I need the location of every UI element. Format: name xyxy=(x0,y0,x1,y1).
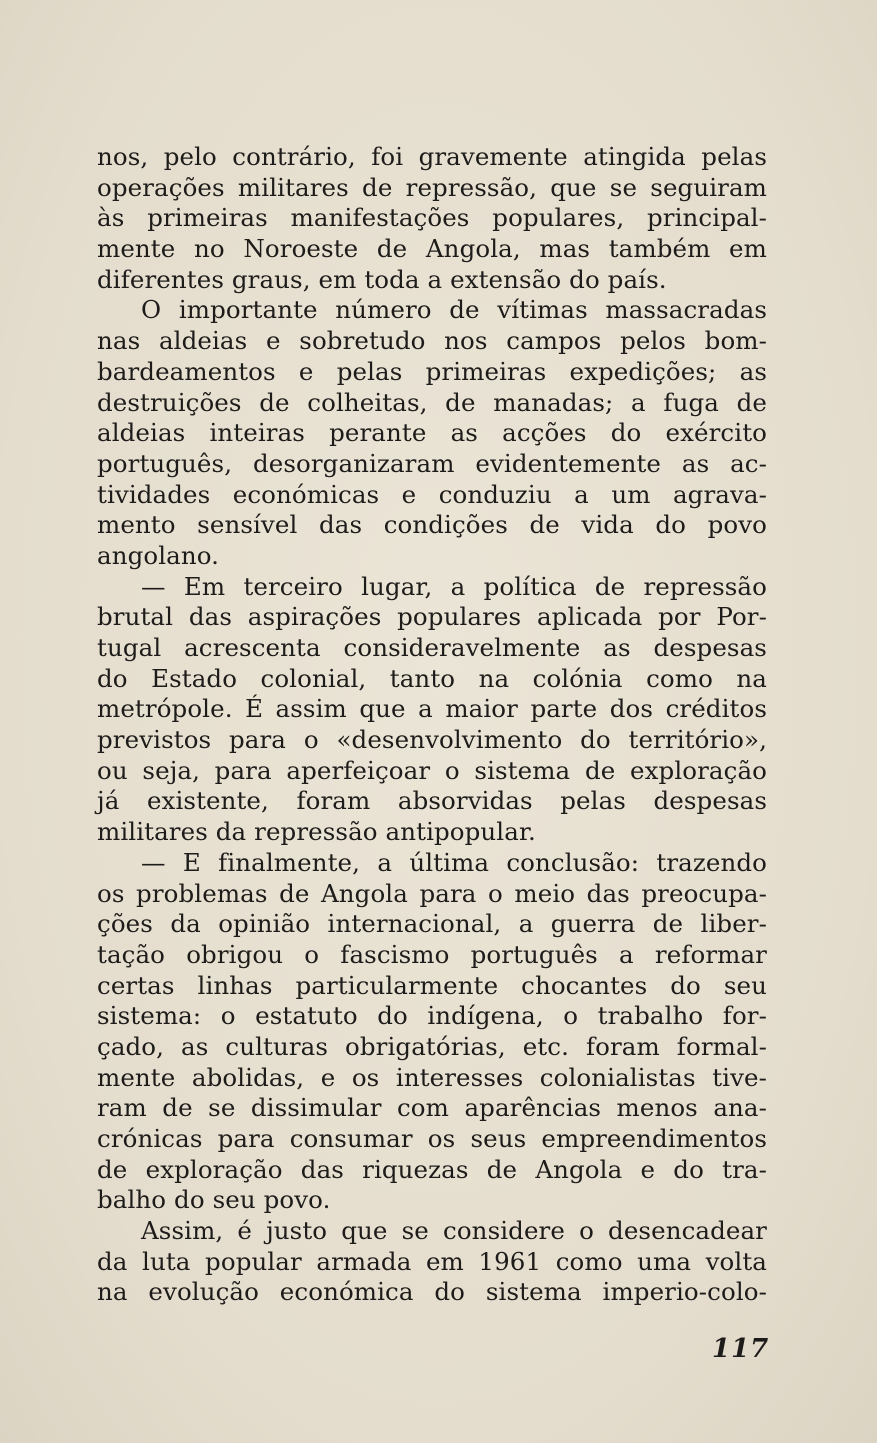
text-line: previstos para o «desenvolvimento do território», xyxy=(97,725,767,755)
text-line: nos, pelo contrário, foi gravemente atingida pelas xyxy=(97,142,767,171)
text-line: tividades económicas e conduziu a um agrava- xyxy=(97,479,767,509)
text-line: mento sensível das condições de vida do povo xyxy=(97,510,767,540)
text-line: ções da opinião internacional, a guerra de liber- xyxy=(97,909,767,939)
text-line: Assim, é justo que se considere o desencadear xyxy=(141,1216,767,1246)
text-line: português, desorganizaram evidentemente as ac- xyxy=(97,448,767,478)
page-number: 117 xyxy=(712,1334,770,1364)
text-line: ram de se dissimular com aparências menos ana- xyxy=(97,1093,767,1123)
text-line: O importante número de vítimas massacradas xyxy=(141,295,767,325)
text-line: de exploração das riquezas de Angola e do tra- xyxy=(97,1154,767,1184)
text-line: certas linhas particularmente chocantes do seu xyxy=(97,970,767,1000)
text-line: sistema: o estatuto do indígena, o trabalho for- xyxy=(97,1001,767,1031)
text-line: nas aldeias e sobretudo nos campos pelos bom- xyxy=(97,326,767,356)
text-line: — E finalmente, a última conclusão: trazendo xyxy=(141,847,767,877)
text-line: na evolução económica do sistema imperio-colo- xyxy=(97,1277,767,1307)
text-line: angolano. xyxy=(97,540,220,570)
text-line: já existente, foram absorvidas pelas despesas xyxy=(97,786,767,816)
text-line: mente no Noroeste de Angola, mas também em xyxy=(97,234,767,264)
text-line: operações militares de repressão, que se seguiram xyxy=(97,172,767,202)
text-line: balho do seu povo. xyxy=(97,1185,331,1215)
text-line: às primeiras manifestações populares, principal- xyxy=(97,203,767,233)
text-line: metrópole. É assim que a maior parte dos créditos xyxy=(97,694,767,724)
text-line: ou seja, para aperfeiçoar o sistema de exploração xyxy=(97,755,767,785)
text-line: aldeias inteiras perante as acções do exército xyxy=(97,418,767,448)
text-line: da luta popular armada em 1961 como uma volta xyxy=(97,1246,767,1276)
text-line: diferentes graus, em toda a extensão do país. xyxy=(97,264,667,294)
text-line: crónicas para consumar os seus empreendimentos xyxy=(97,1124,767,1153)
text-line: tação obrigou o fascismo português a reformar xyxy=(97,939,767,969)
text-line: brutal das aspirações populares aplicada por Por- xyxy=(97,602,767,632)
body-text xyxy=(97,142,767,1308)
text-line: tugal acrescenta consideravelmente as despesas xyxy=(97,633,767,662)
text-line: do Estado colonial, tanto na colónia como na xyxy=(97,663,767,693)
text-line: mente abolidas, e os interesses colonialistas tive- xyxy=(97,1062,767,1092)
text-line: os problemas de Angola para o meio das preocupa- xyxy=(97,878,767,908)
text-line: militares da repressão antipopular. xyxy=(97,817,536,847)
text-line: bardeamentos e pelas primeiras expedições; as xyxy=(97,356,767,386)
text-line: — Em terceiro lugar, a política de repressão xyxy=(141,571,767,601)
text-line: çado, as culturas obrigatórias, etc. foram formal- xyxy=(97,1031,767,1061)
text-line: destruições de colheitas, de manadas; a fuga de xyxy=(97,387,767,417)
